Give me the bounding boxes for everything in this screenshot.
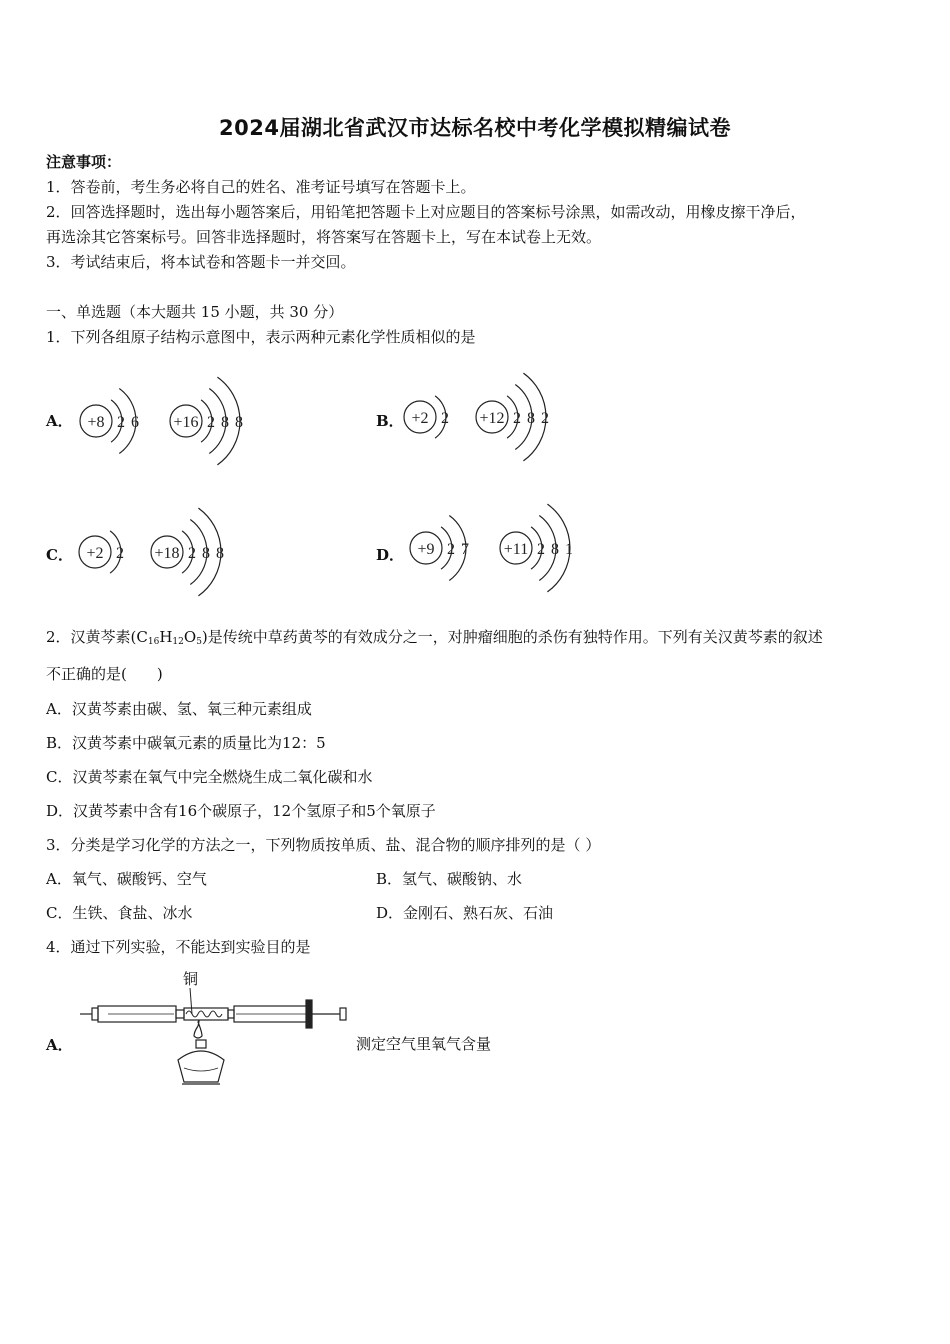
q4-option-a-label: A．	[46, 1036, 73, 1054]
page-title: 2024届湖北省武汉市达标名校中考化学模拟精编试卷	[219, 116, 731, 140]
shell-electron-count: 6	[131, 414, 139, 431]
q3-stem: 3．分类是学习化学的方法之一，下列物质按单质、盐、混合物的顺序排列的是（ ）	[46, 836, 601, 854]
notice-item-2-cont: 再选涂其它答案标号。回答非选择题时，将答案写在答题卡上，写在本试卷上无效。	[46, 228, 602, 246]
shell-electron-count: 8	[551, 541, 559, 558]
left-syringe	[80, 1006, 184, 1022]
shell-electron-count: 1	[565, 541, 573, 558]
shell-electron-count: 2	[207, 414, 215, 431]
q3-option-b: B．氢气、碳酸钠、水	[376, 870, 523, 888]
shell-electron-count: 2	[116, 545, 124, 562]
q2-stem-b: H	[159, 628, 173, 646]
q1-option-c-label: C．	[46, 546, 73, 564]
q2-option-a: A．汉黄芩素由碳、氢、氧三种元素组成	[46, 700, 312, 718]
q2-stem-c: O	[183, 628, 197, 646]
notice-item-1: 1．答卷前，考生务必将自己的姓名、准考证号填写在答题卡上。	[46, 178, 476, 196]
q2-sub-h: 12	[172, 637, 184, 647]
notice-item-2: 2．回答选择题时，选出每小题答案后，用铅笔把答题卡上对应题目的答案标号涂黑，如需改动，用橡皮擦干净后，	[46, 203, 806, 221]
shell-electron-count: 2	[513, 410, 521, 427]
nucleus-charge-c1: +2	[86, 545, 104, 562]
glass-tube-with-copper	[184, 1008, 228, 1020]
nucleus-charge-b2: +12	[479, 410, 505, 427]
notice-item-3: 3．考试结束后，将本试卷和答题卡一并交回。	[46, 253, 356, 271]
q2-sub-c: 16	[147, 637, 160, 647]
q2-stem-line2: 不正确的是( )	[46, 665, 163, 683]
shell-electron-count: 8	[235, 414, 243, 431]
q3-option-c: C．生铁、食盐、冰水	[46, 904, 193, 922]
shell-electron-count: 8	[202, 545, 210, 562]
shell-electron-count: 8	[216, 545, 224, 562]
q1-option-a-label: A．	[46, 412, 73, 430]
nucleus-charge-d1: +9	[417, 541, 435, 558]
shell-electron-count: 2	[441, 410, 449, 427]
q1-option-d-label: D．	[376, 546, 405, 564]
q2-stem-a: 2．汉黄芩素(C	[46, 628, 148, 646]
q4-stem: 4．通过下列实验，不能达到实验目的是	[46, 938, 311, 956]
q1-option-b-label: B．	[376, 412, 404, 430]
right-syringe	[228, 1000, 346, 1028]
syringe-apparatus-figure	[78, 964, 358, 1092]
q2-option-d: D．汉黄芩素中含有16个碳原子，12个氢原子和5个氧原子	[46, 802, 436, 820]
q2-stem	[46, 627, 823, 652]
nucleus-charge-b1: +2	[411, 410, 429, 427]
shell-electron-count: 2	[447, 541, 455, 558]
section-heading: 一、单选题（本大题共 15 小题，共 30 分）	[46, 303, 344, 321]
shell-electron-count: 8	[221, 414, 229, 431]
q2-sub-o: 5	[196, 637, 202, 647]
nucleus-charge-a1: +8	[87, 414, 105, 431]
shell-electron-count: 2	[117, 414, 125, 431]
q2-option-b: B．汉黄芩素中碳氧元素的质量比为12：5	[46, 734, 326, 752]
nucleus-charge-c2: +18	[154, 545, 180, 562]
q3-option-d: D．金刚石、熟石灰、石油	[376, 904, 554, 922]
q1-stem: 1．下列各组原子结构示意图中，表示两种元素化学性质相似的是	[46, 328, 476, 346]
copper-label: 铜	[183, 972, 199, 988]
q4-option-a-text: 测定空气里氧气含量	[356, 1035, 492, 1053]
label-leader-line	[190, 988, 192, 1014]
shell-electron-count: 2	[537, 541, 545, 558]
notice-heading: 注意事项：	[46, 153, 122, 171]
alcohol-lamp	[178, 1021, 224, 1084]
q2-option-c: C．汉黄芩素在氧气中完全燃烧生成二氧化碳和水	[46, 768, 373, 786]
shell-electron-count: 8	[527, 410, 535, 427]
shell-electron-count: 2	[541, 410, 549, 427]
nucleus-charge-d2: +11	[503, 541, 529, 558]
shell-electron-count: 7	[461, 541, 469, 558]
q2-stem-d: )是传统中草药黄芩的有效成分之一，对肿瘤细胞的杀伤有独特作用。下列有关汉黄芩素的叙述	[201, 628, 823, 646]
shell-electron-count: 2	[188, 545, 196, 562]
nucleus-charge-a2: +16	[173, 414, 199, 431]
q3-option-a: A．氧气、碳酸钙、空气	[46, 870, 207, 888]
